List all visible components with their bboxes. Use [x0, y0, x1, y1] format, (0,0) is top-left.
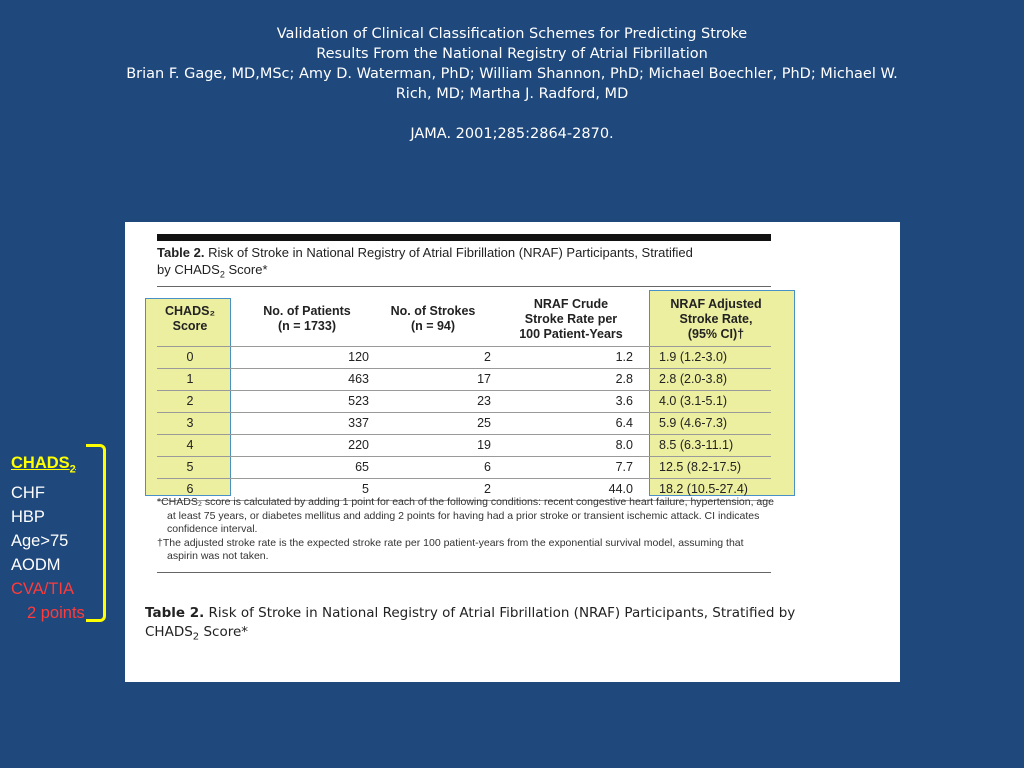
- cell-adjusted-rate: 1.9 (1.2-3.0): [659, 350, 728, 364]
- cell-score: 3: [186, 416, 194, 430]
- cell-crude-rate: 44.0: [608, 482, 633, 496]
- slide-header: [60, 24, 964, 144]
- caption-top-label: Table 2.: [157, 245, 205, 260]
- legend-item-cva-tia: CVA/TIA: [11, 580, 74, 599]
- legend-two-points-note: 2 points: [27, 604, 85, 623]
- cell-adjusted-rate: 8.5 (6.3-11.1): [659, 438, 734, 452]
- header-crude-rate: NRAF Crude Stroke Rate per 100 Patient-Years: [519, 296, 623, 341]
- footnote-adjusted-rate: †The adjusted stroke rate is the expected stroke rate per 100 patient-years from the exponential survival model, assuming that aspirin was not taken.: [157, 536, 744, 562]
- cell-adjusted-rate: 12.5 (8.2-17.5): [659, 460, 741, 474]
- caption-top-text-2-sub: 2: [219, 269, 225, 280]
- legend-title-sub: 2: [69, 463, 76, 476]
- cell-strokes: 25: [477, 416, 491, 430]
- caption-bottom-label: Table 2.: [145, 605, 205, 621]
- caption-bottom-text-2-sub: 2: [192, 631, 200, 643]
- legend-title: [11, 451, 85, 481]
- caption-bottom-text-2-post: Score*: [199, 624, 249, 640]
- table-image-panel: [125, 222, 900, 682]
- table-row: [157, 368, 771, 390]
- table-footer-rule: [157, 572, 771, 573]
- table-header-row: [157, 292, 771, 346]
- legend-bracket: [86, 444, 106, 622]
- cell-strokes: 6: [484, 460, 491, 474]
- caption-top-text-2-post: Score*: [224, 262, 268, 277]
- stroke-risk-table: [157, 292, 771, 501]
- table-row: [157, 346, 771, 368]
- cell-crude-rate: 6.4: [615, 416, 633, 430]
- cell-adjusted-rate: 2.8 (2.0-3.8): [659, 372, 728, 386]
- footnote-chads-definition: *CHADS₂ score is calculated by adding 1 point for each of the following conditions: recent congestive heart failure, hypertension, age at least 75 years, or diabetes mellitus and adding 2 points for having had a prior stroke or transient ischemic attack. CI indicates confidence interval.: [157, 496, 774, 535]
- cell-score: 4: [186, 438, 194, 452]
- caption-bottom-text-1: Risk of Stroke in National Registry of Atrial Fibrillation (NRAF) Participants, Stratified by: [208, 605, 796, 621]
- cell-crude-rate: 8.0: [615, 438, 633, 452]
- legend-item-chf: CHF: [11, 484, 45, 503]
- table-row: [157, 412, 771, 434]
- header-adjusted-rate: NRAF Adjusted Stroke Rate, (95% CI)†: [670, 296, 762, 341]
- table-header-rule: [157, 286, 771, 287]
- header-patients: No. of Patients (n = 1733): [263, 304, 351, 333]
- caption-bottom-text-2-pre: CHADS: [145, 624, 193, 640]
- table-caption-top: [157, 244, 787, 284]
- cell-crude-rate: 7.7: [615, 460, 633, 474]
- cell-patients: 220: [348, 438, 369, 452]
- journal-citation: JAMA. 2001;285:2864-2870.: [410, 126, 614, 142]
- cell-crude-rate: 1.2: [615, 350, 633, 364]
- table-top-bar: [157, 234, 771, 241]
- cell-adjusted-rate: 4.0 (3.1-5.1): [659, 394, 728, 408]
- authors-line-2: Rich, MD; Martha J. Radford, MD: [395, 86, 629, 102]
- article-title: Validation of Clinical Classification Schemes for Predicting Stroke: [276, 26, 748, 42]
- cell-patients: 523: [348, 394, 369, 408]
- cell-patients: 463: [348, 372, 369, 386]
- table-caption-bottom: [145, 604, 885, 647]
- cell-strokes: 19: [477, 438, 491, 452]
- cell-score: 0: [186, 350, 194, 364]
- cell-score: 1: [186, 372, 194, 386]
- cell-patients: 5: [362, 482, 369, 496]
- cell-crude-rate: 2.8: [615, 372, 633, 386]
- cell-adjusted-rate: 5.9 (4.6-7.3): [659, 416, 728, 430]
- table-footnotes: [157, 496, 777, 564]
- table-row: [157, 456, 771, 478]
- cell-strokes: 17: [477, 372, 491, 386]
- cell-score: 5: [186, 460, 194, 474]
- header-strokes: No. of Strokes (n = 94): [390, 304, 476, 333]
- caption-top-text-1: Risk of Stroke in National Registry of Atrial Fibrillation (NRAF) Participants, Stratified: [208, 245, 693, 260]
- cell-patients: 337: [348, 416, 369, 430]
- header-chads-score: CHADS₂ Score: [165, 304, 215, 333]
- cell-crude-rate: 3.6: [615, 394, 633, 408]
- article-subtitle: Results From the National Registry of Atrial Fibrillation: [316, 46, 708, 62]
- cell-score: 6: [186, 482, 194, 496]
- legend-item-hbp: HBP: [11, 508, 45, 527]
- table-row: [157, 390, 771, 412]
- legend-item-age: Age>75: [11, 532, 69, 551]
- cell-strokes: 23: [477, 394, 491, 408]
- cell-strokes: 2: [484, 350, 491, 364]
- caption-top-text-2-pre: by CHADS: [157, 262, 220, 277]
- authors-line-1: Brian F. Gage, MD,MSc; Amy D. Waterman, PhD; William Shannon, PhD; Michael Boechler, PhD; Michael W.: [126, 66, 898, 82]
- cell-score: 2: [186, 394, 194, 408]
- chads2-legend: [11, 451, 85, 625]
- cell-adjusted-rate: 18.2 (10.5-27.4): [659, 482, 748, 496]
- table-row: [157, 434, 771, 456]
- legend-item-aodm: AODM: [11, 556, 61, 575]
- cell-patients: 120: [348, 350, 369, 364]
- cell-patients: 65: [355, 460, 369, 474]
- legend-title-main: CHADS: [11, 454, 70, 472]
- cell-strokes: 2: [484, 482, 491, 496]
